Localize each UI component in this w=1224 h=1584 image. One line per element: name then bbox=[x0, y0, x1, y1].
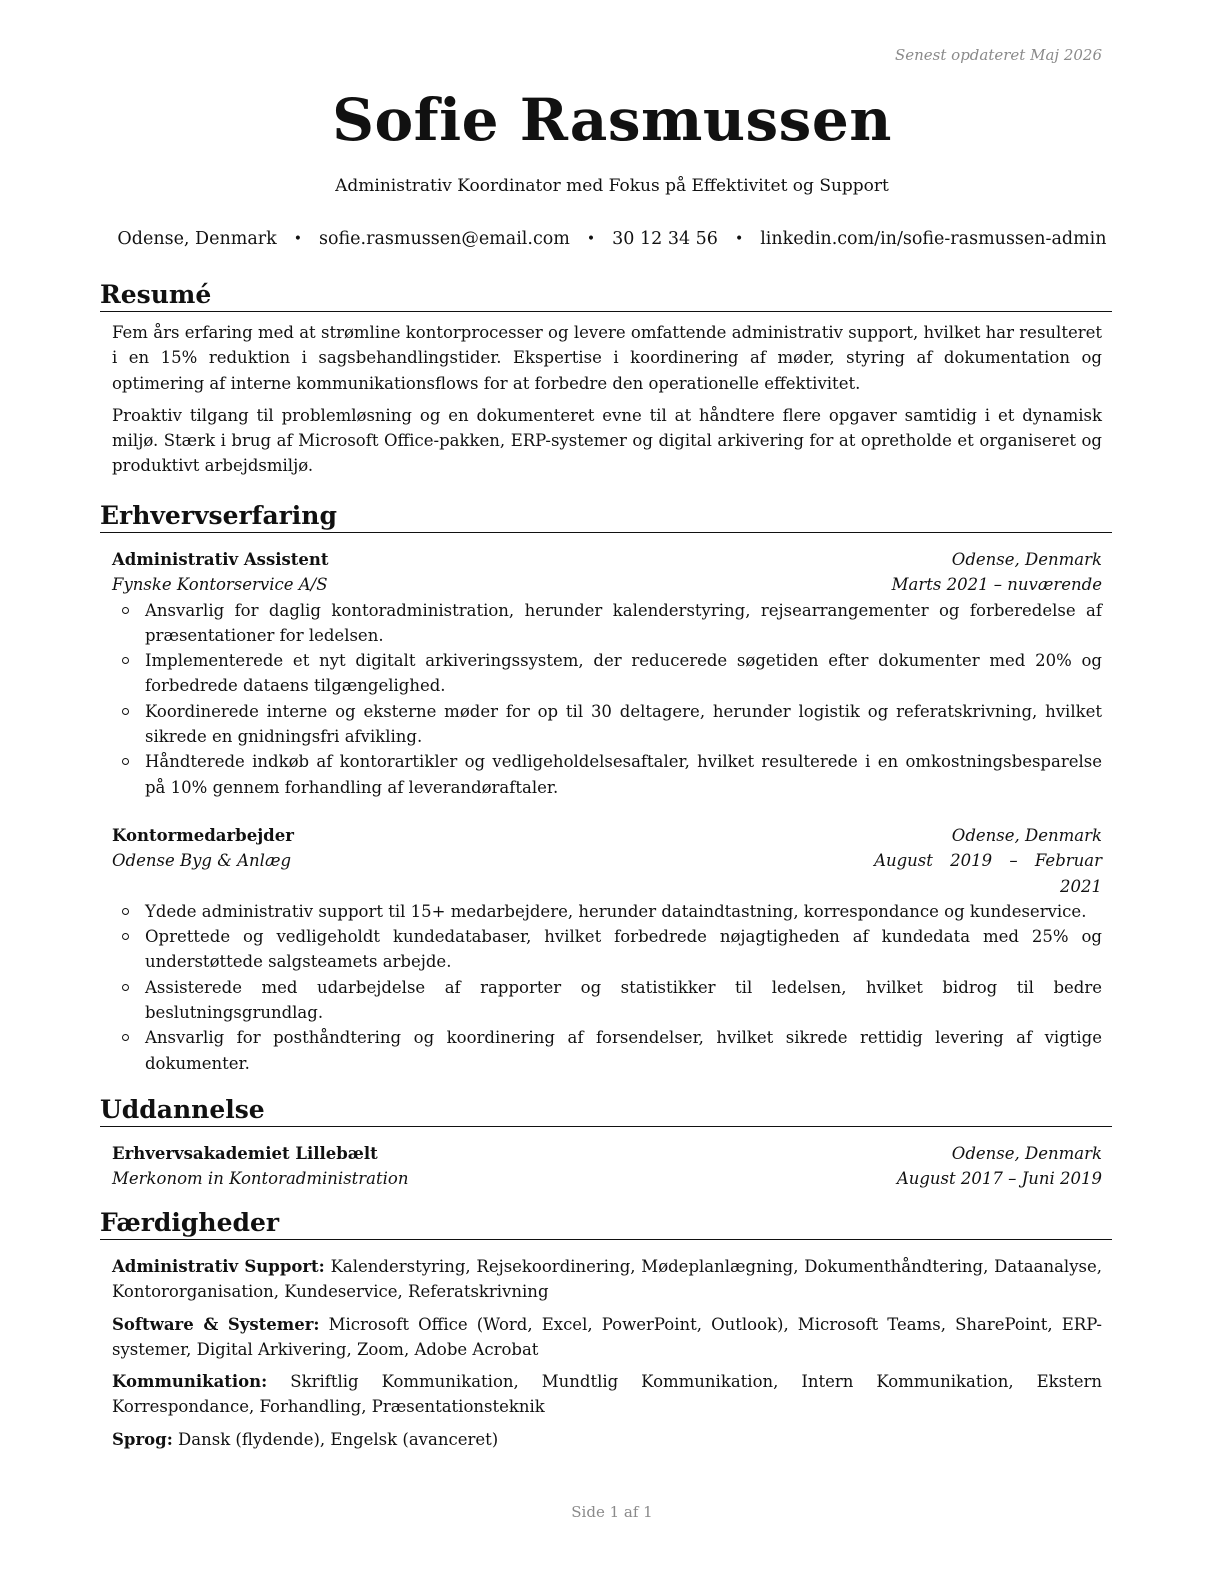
job-dates: Marts 2021 – nuværende bbox=[891, 575, 1102, 595]
job-location: Odense, Denmark bbox=[951, 825, 1102, 845]
education-section bbox=[100, 1095, 1112, 1192]
list-item: Oprettede og vedligeholdt kundedatabaser, hvilket forbedrede nøjagtigheden af kundedata med 25% og understøttede salgsteamets arbejde. bbox=[112, 924, 1102, 975]
contact-location: Odense, Denmark bbox=[117, 229, 277, 249]
headline: Administrativ Koordinator med Fokus på Effektivitet og Support bbox=[335, 176, 889, 196]
summary-paragraph: Proaktiv tilgang til problemløsning og en dokumenteret evne til at håndtere flere opgaver samtidig i et dynamisk miljø. Stærk i brug af Microsoft Office-pakken, ERP-systemer og digital arkivering for at opretholde et organiseret og produktivt arbejdsmiljø. bbox=[112, 405, 1102, 476]
candidate-name: Sofie Rasmussen bbox=[332, 86, 892, 154]
list-item: Ansvarlig for posthåndtering og koordinering af forsendelser, hvilket sikrede rettidig levering af vigtige dokumenter. bbox=[112, 1025, 1102, 1076]
skill-label: Software & Systemer: bbox=[112, 1314, 320, 1334]
circle-bullet-icon bbox=[122, 1034, 129, 1041]
section-title-summary: Resumé bbox=[100, 280, 1112, 312]
circle-bullet-icon bbox=[122, 657, 129, 664]
job-company: Odense Byg & Anlæg bbox=[112, 851, 292, 871]
contact-email[interactable]: sofie.rasmussen@email.com bbox=[318, 229, 570, 249]
bullet-separator: • bbox=[734, 231, 744, 247]
circle-bullet-icon bbox=[122, 908, 129, 915]
job-location: Odense, Denmark bbox=[951, 550, 1102, 569]
circle-bullet-icon bbox=[122, 607, 129, 614]
job-company: Fynske Kontorservice A/S bbox=[112, 575, 328, 595]
circle-bullet-icon bbox=[122, 933, 129, 940]
summary-section bbox=[100, 280, 1112, 479]
circle-bullet-icon bbox=[122, 984, 129, 991]
list-item: Håndterede indkøb af kontorartikler og vedligeholdelsesaftaler, hvilket resulterede i en omkostningsbesparelse på 10% gennem forhandling af leverandøraftaler. bbox=[112, 749, 1102, 800]
degree-name: Merkonom in Kontoradministration bbox=[112, 1169, 409, 1189]
circle-bullet-icon bbox=[122, 708, 129, 715]
skill-value: Kalenderstyring, Rejsekoordinering, Mødeplanlægning, Dokumenthåndtering, Dataanalyse, Kontororganisation, Kundeservice, Referatskrivning bbox=[112, 1257, 1102, 1302]
skill-label: Kommunikation: bbox=[112, 1372, 268, 1392]
bullet-separator: • bbox=[586, 231, 596, 247]
list-item: Implementerede et nyt digitalt arkiveringssystem, der reducerede søgetiden efter dokumenter med 20% og forbedrede dataens tilgængelighed. bbox=[112, 648, 1102, 699]
school-name: Erhvervsakademiet Lillebælt bbox=[112, 1144, 378, 1163]
list-item: Assisterede med udarbejdelse af rapporter og statistikker til ledelsen, hvilket bidrog til bedre beslutningsgrundlag. bbox=[112, 975, 1102, 1026]
last-updated: Senest opdateret Maj 2026 bbox=[894, 46, 1102, 64]
bullet-separator: • bbox=[293, 231, 302, 247]
section-title-education: Uddannelse bbox=[100, 1095, 1112, 1127]
job-role: Kontormedarbejder bbox=[112, 825, 294, 845]
section-title-skills: Færdigheder bbox=[100, 1208, 1112, 1240]
skill-group bbox=[112, 1369, 1102, 1420]
contact-phone[interactable]: 30 12 34 56 bbox=[612, 229, 718, 249]
job-entry bbox=[112, 547, 1102, 800]
job-dates: August 2019 – Februar 2021 bbox=[874, 851, 1102, 896]
job-bullets bbox=[112, 598, 1102, 800]
section-title-experience: Erhvervserfaring bbox=[100, 501, 1112, 533]
experience-section bbox=[100, 501, 1112, 1076]
list-item: Ansvarlig for daglig kontoradministration, herunder kalenderstyring, rejsearrangementer og forberedelse af præsentationer for ledelsen. bbox=[112, 598, 1102, 649]
page-number: Side 1 af 1 bbox=[571, 1503, 653, 1521]
skill-group bbox=[112, 1254, 1102, 1305]
circle-bullet-icon bbox=[122, 758, 129, 765]
skill-group bbox=[112, 1427, 1102, 1452]
skill-value: Microsoft Office (Word, Excel, PowerPoint, Outlook), Microsoft Teams, SharePoint, ERP-systemer, Digital Arkivering, Zoom, Adobe Acrobat bbox=[112, 1314, 1102, 1359]
list-item: Koordinerede interne og eksterne møder for op til 30 deltagere, herunder logistik og referatskrivning, hvilket sikrede en gnidningsfri afvikling. bbox=[112, 699, 1102, 750]
contact-line bbox=[0, 229, 1224, 249]
skill-label: Administrativ Support: bbox=[112, 1257, 325, 1276]
skill-label: Sprog: bbox=[112, 1429, 173, 1449]
education-dates: August 2017 – Juni 2019 bbox=[896, 1169, 1102, 1189]
job-role: Administrativ Assistent bbox=[112, 550, 329, 569]
job-entry bbox=[112, 823, 1102, 1076]
skill-value: Dansk (flydende), Engelsk (avanceret) bbox=[178, 1429, 499, 1449]
list-item: Ydede administrativ support til 15+ medarbejdere, herunder dataindtastning, korrespondance og kundeservice. bbox=[112, 899, 1102, 924]
school-location: Odense, Denmark bbox=[951, 1144, 1102, 1163]
skills-section bbox=[100, 1208, 1112, 1452]
skill-value: Skriftlig Kommunikation, Mundtlig Kommunikation, Intern Kommunikation, Ekstern Korrespondance, Forhandling, Præsentationsteknik bbox=[112, 1372, 1102, 1417]
summary-paragraph: Fem års erfaring med at strømline kontorprocesser og levere omfattende administrativ support, hvilket har resulteret i en 15% reduktion i sagsbehandlingstider. Ekspertise i koordinering af møder, styring af dokumentation og optimering af interne kommunikationsflows for at forbedre den operationelle effektivitet. bbox=[112, 323, 1102, 393]
contact-linkedin[interactable]: linkedin.com/in/sofie-rasmussen-admin bbox=[760, 229, 1107, 249]
job-bullets bbox=[112, 899, 1102, 1076]
skill-group bbox=[112, 1312, 1102, 1363]
